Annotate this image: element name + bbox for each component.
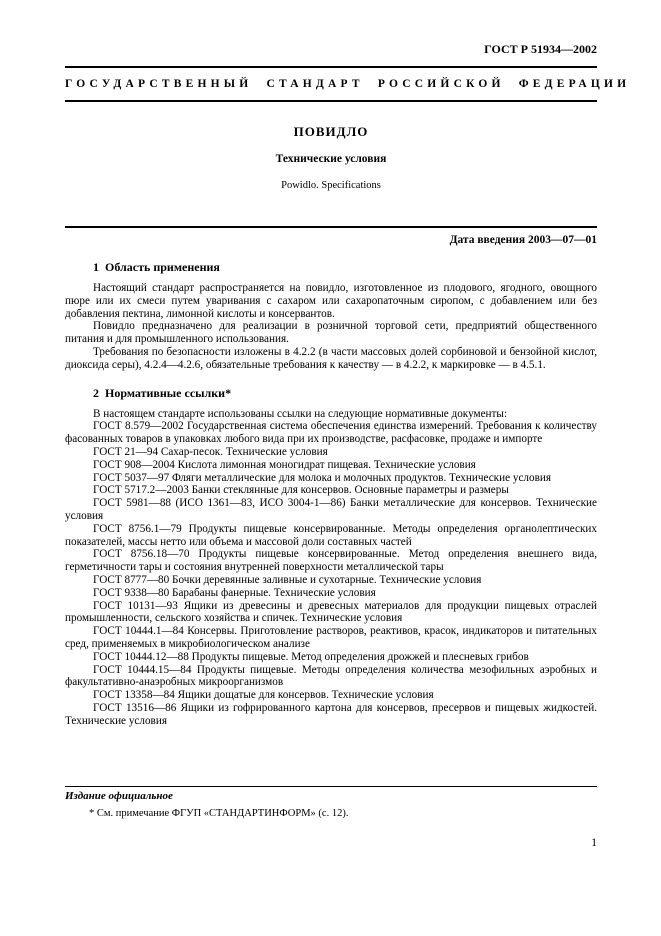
reference-item: ГОСТ 5981—88 (ИСО 1361—83, ИСО 3004-1—86) Банки металлические для консервов. Технические условия	[65, 497, 597, 522]
reference-item: ГОСТ 10444.12—88 Продукты пищевые. Метод определения дрожжей и плесневых грибов	[93, 650, 529, 663]
doc-code: ГОСТ Р 51934—2002	[484, 42, 597, 56]
reference-item: ГОСТ 13516—86 Ящики из гофрированного картона для консервов, пресервов и пищевых жидкостей. Технические условия	[65, 701, 597, 727]
reference-item: ГОСТ 8.579—2002 Государственная система обеспечения единства измерений. Требования к количеству фасованных товаров в упаковках любого вида при их производстве, расфасовке, продаже и импорте	[65, 420, 597, 446]
reference-item: ГОСТ 8777—80 Бочки деревянные заливные и сухотарные. Технические условия	[93, 573, 482, 586]
reference-item: ГОСТ 5037—97 Фляги металлические для молока и молочных продуктов. Технические условия	[93, 471, 552, 484]
references-intro: В настоящем стандарте использованы ссылки на следующие нормативные документы:	[93, 407, 508, 420]
reference-item: ГОСТ 8756.1—79 Продукты пищевые консервированные. Методы определения органолептических показателей, массы нетто или объема и массовой доли составных частей	[65, 522, 597, 548]
effective-date: Дата введения 2003—07—01	[449, 234, 597, 246]
document-title-english: Powidlo. Specifications	[281, 180, 381, 191]
section-heading-references: 2 Нормативные ссылки*	[93, 385, 232, 400]
page-footer	[65, 786, 597, 850]
intro-rule	[65, 226, 597, 228]
footnote: * См. примечание ФГУП «СТАНДАРТИНФОРМ» (с. 12).	[89, 808, 349, 819]
reference-item: ГОСТ 8756.18—70 Продукты пищевые консервированные. Метод определения внешнего вида, герметичности тары и состояния внутренней поверхности металлической тары	[65, 548, 597, 574]
reference-item: ГОСТ 10131—93 Ящики из древесины и древесных материалов для продукции пищевых отраслей промышленности, сельского хозяйства и спичек. Технические условия	[65, 599, 597, 625]
reference-item: ГОСТ 5717.2—2003 Банки стеклянные для консервов. Основные параметры и размеры	[93, 484, 509, 497]
scope-paragraph: Требования по безопасности изложены в 4.2.2 (в части массовых долей сорбиновой и бензойной кислот, диоксида серы), 4.2.4—4.2.6, обязательные требования к качеству — в 4.2.2, к маркировке — в 4.5.1.	[65, 345, 597, 371]
reference-item: ГОСТ 9338—80 Барабаны фанерные. Технические условия	[93, 586, 376, 599]
document-title: ПОВИДЛО	[293, 124, 369, 139]
reference-item: ГОСТ 13358—84 Ящики дощатые для консервов. Технические условия	[93, 689, 434, 702]
federation-banner: ГОСУДАРСТВЕННЫЙ СТАНДАРТ РОССИЙСКОЙ ФЕДЕРАЦИИ	[65, 78, 631, 90]
reference-item: ГОСТ 10444.15—84 Продукты пищевые. Методы определения количества мезофильных аэробных и факультативно-анаэробных микроорганизмов	[65, 663, 597, 689]
page-number: 1	[591, 836, 597, 849]
reference-item: ГОСТ 908—2004 Кислота лимонная моногидрат пищевая. Технические условия	[93, 458, 476, 471]
document-subtitle: Технические условия	[275, 153, 387, 165]
header-rule-bottom	[65, 100, 597, 102]
reference-item: ГОСТ 21—94 Сахар-песок. Технические условия	[93, 445, 328, 458]
scope-paragraph: Повидло предназначено для реализации в розничной торговой сети, предприятий общественного питания и для промышленного использования.	[65, 320, 597, 346]
edition-note: Издание официальное	[65, 790, 173, 802]
section-heading-scope: 1 Область применения	[93, 260, 220, 274]
footer-rule	[65, 786, 597, 787]
scope-paragraph: Настоящий стандарт распространяется на повидло, изготовленное из плодового, ягодного, овощного пюре или их смеси путем уваривания с сахаром или сахаропаточным сиропом, с добавлением или без добавления пектина, лимонной кислоты и консервантов.	[65, 282, 597, 320]
reference-item: ГОСТ 10444.1—84 Консервы. Приготовление растворов, реактивов, красок, индикаторов и питательных сред, применяемых в микробиологическом анализе	[65, 625, 597, 650]
header-rule-top	[65, 66, 597, 68]
